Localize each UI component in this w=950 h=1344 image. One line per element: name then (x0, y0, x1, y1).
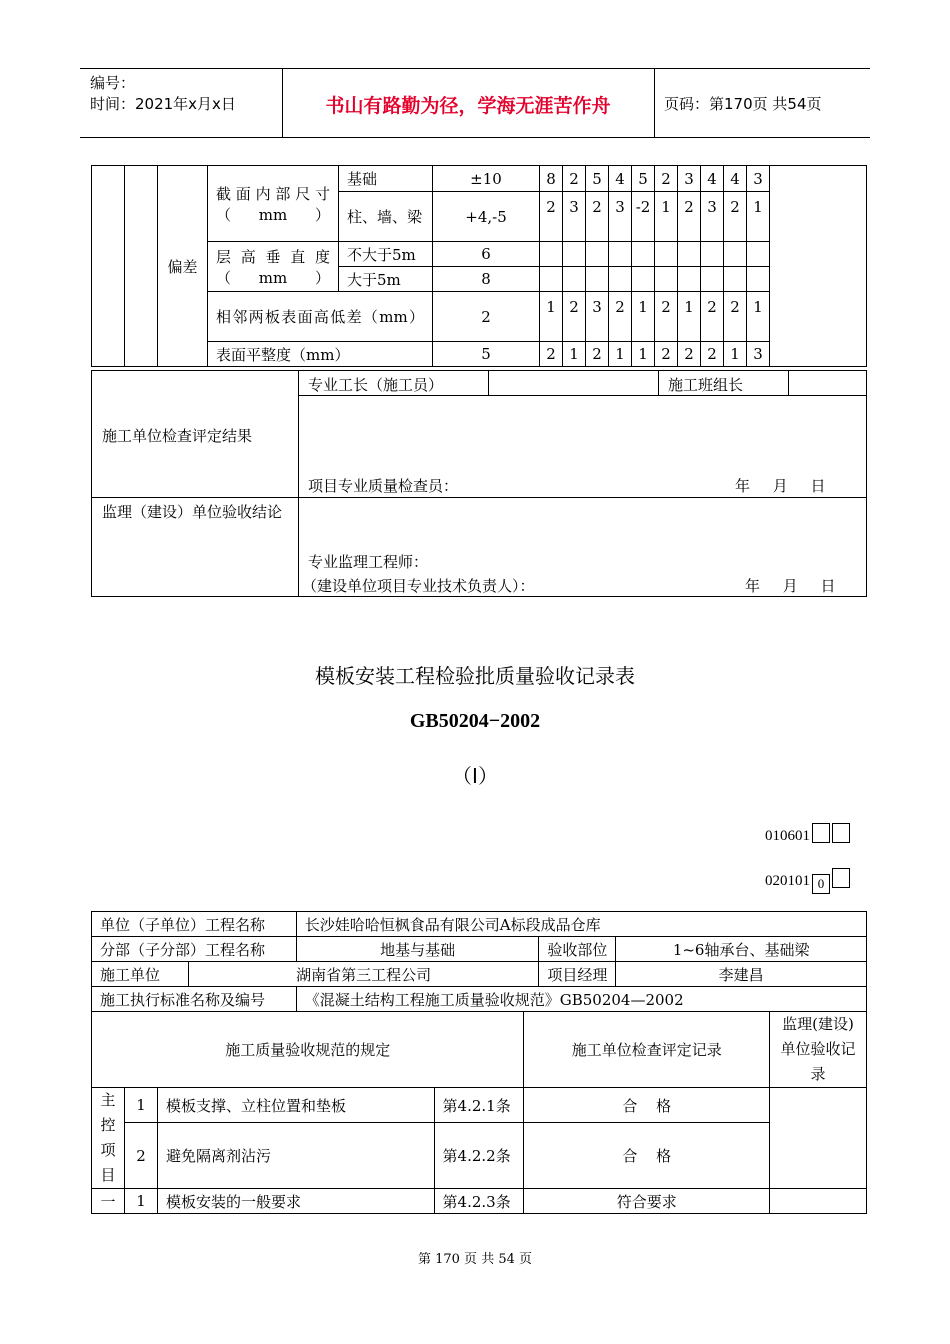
page-label: 页码：第170页 共54页 (664, 95, 822, 113)
cell-value: 2 (540, 192, 563, 242)
row-sub: 大于5m (339, 267, 433, 292)
deviation-group-label: 偏差 (158, 166, 208, 367)
row-item: 层高垂直度（mm） (216, 247, 330, 287)
cell-value: 3 (747, 166, 770, 192)
cell-value: 1 (563, 342, 586, 367)
cell-value: 1 (655, 192, 678, 242)
cell-value: 5 (632, 166, 655, 192)
motto: 书山有路勤为径，学海无涯苦作舟 (325, 95, 611, 117)
cell-value: 2 (586, 342, 609, 367)
cell-value: 2 (655, 166, 678, 192)
cell-value: 2 (563, 166, 586, 192)
code-1: 010601 (765, 828, 810, 844)
owner-label: （建设单位项目专业技术负责人）： (302, 577, 535, 595)
row-sub: 柱、墙、梁 (347, 207, 423, 226)
row-item: 截面内部尺寸（mm） (216, 184, 330, 224)
supervision-date: 年 月 日 (745, 577, 836, 595)
result-section (91, 370, 867, 597)
check-header: 施工单位检查评定记录 (524, 1012, 770, 1088)
cell-value: 1 (747, 292, 770, 342)
code-box: 0 (812, 874, 830, 894)
cell-value: 1 (609, 342, 632, 367)
cell-value: 8 (540, 166, 563, 192)
cell-value: 1 (724, 342, 747, 367)
spec-header: 施工质量验收规范的规定 (92, 1012, 524, 1088)
cell-value: 2 (678, 342, 701, 367)
cell-value: 2 (724, 292, 747, 342)
row-tol: 5 (433, 342, 540, 367)
pm: 李建昌 (616, 962, 867, 987)
code-line-2 (765, 868, 850, 894)
code-line-1 (765, 823, 850, 845)
sub-name-label: 分部（子分部）工程名称 (92, 937, 297, 962)
cell-value: 4 (724, 166, 747, 192)
item-desc: 模板安装的一般要求 (157, 1189, 434, 1214)
cell-value: 4 (701, 166, 724, 192)
constructor: 湖南省第三工程公司 (188, 962, 539, 987)
supervision-label: 监理（建设）单位验收结论 (102, 503, 283, 521)
cell-value: 2 (678, 192, 701, 242)
header-meta (90, 73, 236, 115)
pm-label: 项目经理 (539, 962, 616, 987)
cell-value: 1 (747, 192, 770, 242)
row-tol: ±10 (433, 166, 540, 192)
cell-value: 4 (609, 166, 632, 192)
cell-value: 3 (678, 166, 701, 192)
row-sub: 不大于5m (339, 242, 433, 267)
row-item: 表面平整度（mm） (208, 342, 433, 367)
item-result: 符合要求 (524, 1189, 770, 1214)
code-box (832, 823, 850, 843)
engineer-label: 专业监理工程师： (308, 553, 429, 571)
cell-value: 2 (586, 192, 609, 242)
item-desc: 模板支撑、立柱位置和垫板 (157, 1088, 434, 1123)
item-desc: 避免隔离剂沾污 (157, 1123, 434, 1189)
doc-title: 模板安装工程检验批质量验收记录表 (315, 664, 635, 688)
inspector-date: 年 月 日 (735, 477, 826, 495)
time-label: 时间：2021年x月x日 (90, 95, 236, 113)
item-no: 1 (124, 1189, 157, 1214)
cell-value: 1 (632, 342, 655, 367)
team-leader-label: 施工班组长 (668, 376, 744, 394)
row-sub: 基础 (339, 166, 433, 192)
row-item: 相邻两板表面高低差（mm） (216, 307, 424, 326)
cell-value: 3 (563, 192, 586, 242)
inspector-label: 项目专业质量检查员： (308, 477, 459, 495)
cell-value: 2 (655, 342, 678, 367)
foreman-label: 专业工长（施工员） (308, 376, 444, 394)
code-2: 020101 (765, 873, 810, 889)
doc-roman: （Ⅰ） (452, 764, 498, 788)
item-result: 合 格 (524, 1088, 770, 1123)
cell-value: 1 (632, 292, 655, 342)
item-no: 1 (124, 1088, 157, 1123)
row-tol: 2 (433, 292, 540, 342)
cell-value: 2 (701, 292, 724, 342)
general-group: 一 (92, 1189, 125, 1214)
cell-value: 3 (747, 342, 770, 367)
cell-value: 5 (586, 166, 609, 192)
serial-label: 编号： (90, 74, 136, 92)
cell-value: 2 (609, 292, 632, 342)
main-group: 主控项目 (92, 1088, 125, 1189)
code-box (812, 823, 830, 843)
cell-value: 3 (701, 192, 724, 242)
cell-value: 3 (609, 192, 632, 242)
constructor-label: 施工单位 (92, 962, 189, 987)
unit-name: 长沙娃哈哈恒枫食品有限公司A标段成品仓库 (296, 912, 866, 937)
cell-value: -2 (632, 192, 655, 242)
record-table (91, 911, 867, 1214)
std: 《混凝土结构工程施工质量验收规范》GB50204—2002 (296, 987, 866, 1012)
doc-standard: GB50204−2002 (409, 710, 541, 732)
item-clause: 第4.2.1条 (434, 1088, 524, 1123)
cell-value: 3 (586, 292, 609, 342)
code-box (832, 868, 850, 888)
std-label: 施工执行标准名称及编号 (92, 987, 297, 1012)
cell-value: 1 (678, 292, 701, 342)
cell-value: 2 (563, 292, 586, 342)
sub-name: 地基与基础 (296, 937, 539, 962)
row-tol: +4,-5 (433, 192, 540, 242)
page-header (80, 68, 870, 138)
unit-name-label: 单位（子单位）工程名称 (92, 912, 297, 937)
row-tol: 6 (433, 242, 540, 267)
item-clause: 第4.2.2条 (434, 1123, 524, 1189)
construction-result-label: 施工单位检查评定结果 (102, 427, 253, 445)
cell-value: 1 (540, 292, 563, 342)
cell-value: 2 (655, 292, 678, 342)
deviation-table (91, 165, 867, 367)
row-tol: 8 (433, 267, 540, 292)
item-clause: 第4.2.3条 (434, 1189, 524, 1214)
item-no: 2 (124, 1123, 157, 1189)
accept-part: 1~6轴承台、基础梁 (616, 937, 867, 962)
page-footer: 第 170 页 共 54 页 (417, 1252, 533, 1267)
super-header: 监理(建设)单位验收记录 (770, 1012, 867, 1088)
cell-value: 2 (540, 342, 563, 367)
cell-value: 2 (724, 192, 747, 242)
item-result: 合 格 (524, 1123, 770, 1189)
cell-value: 2 (701, 342, 724, 367)
accept-part-label: 验收部位 (539, 937, 616, 962)
